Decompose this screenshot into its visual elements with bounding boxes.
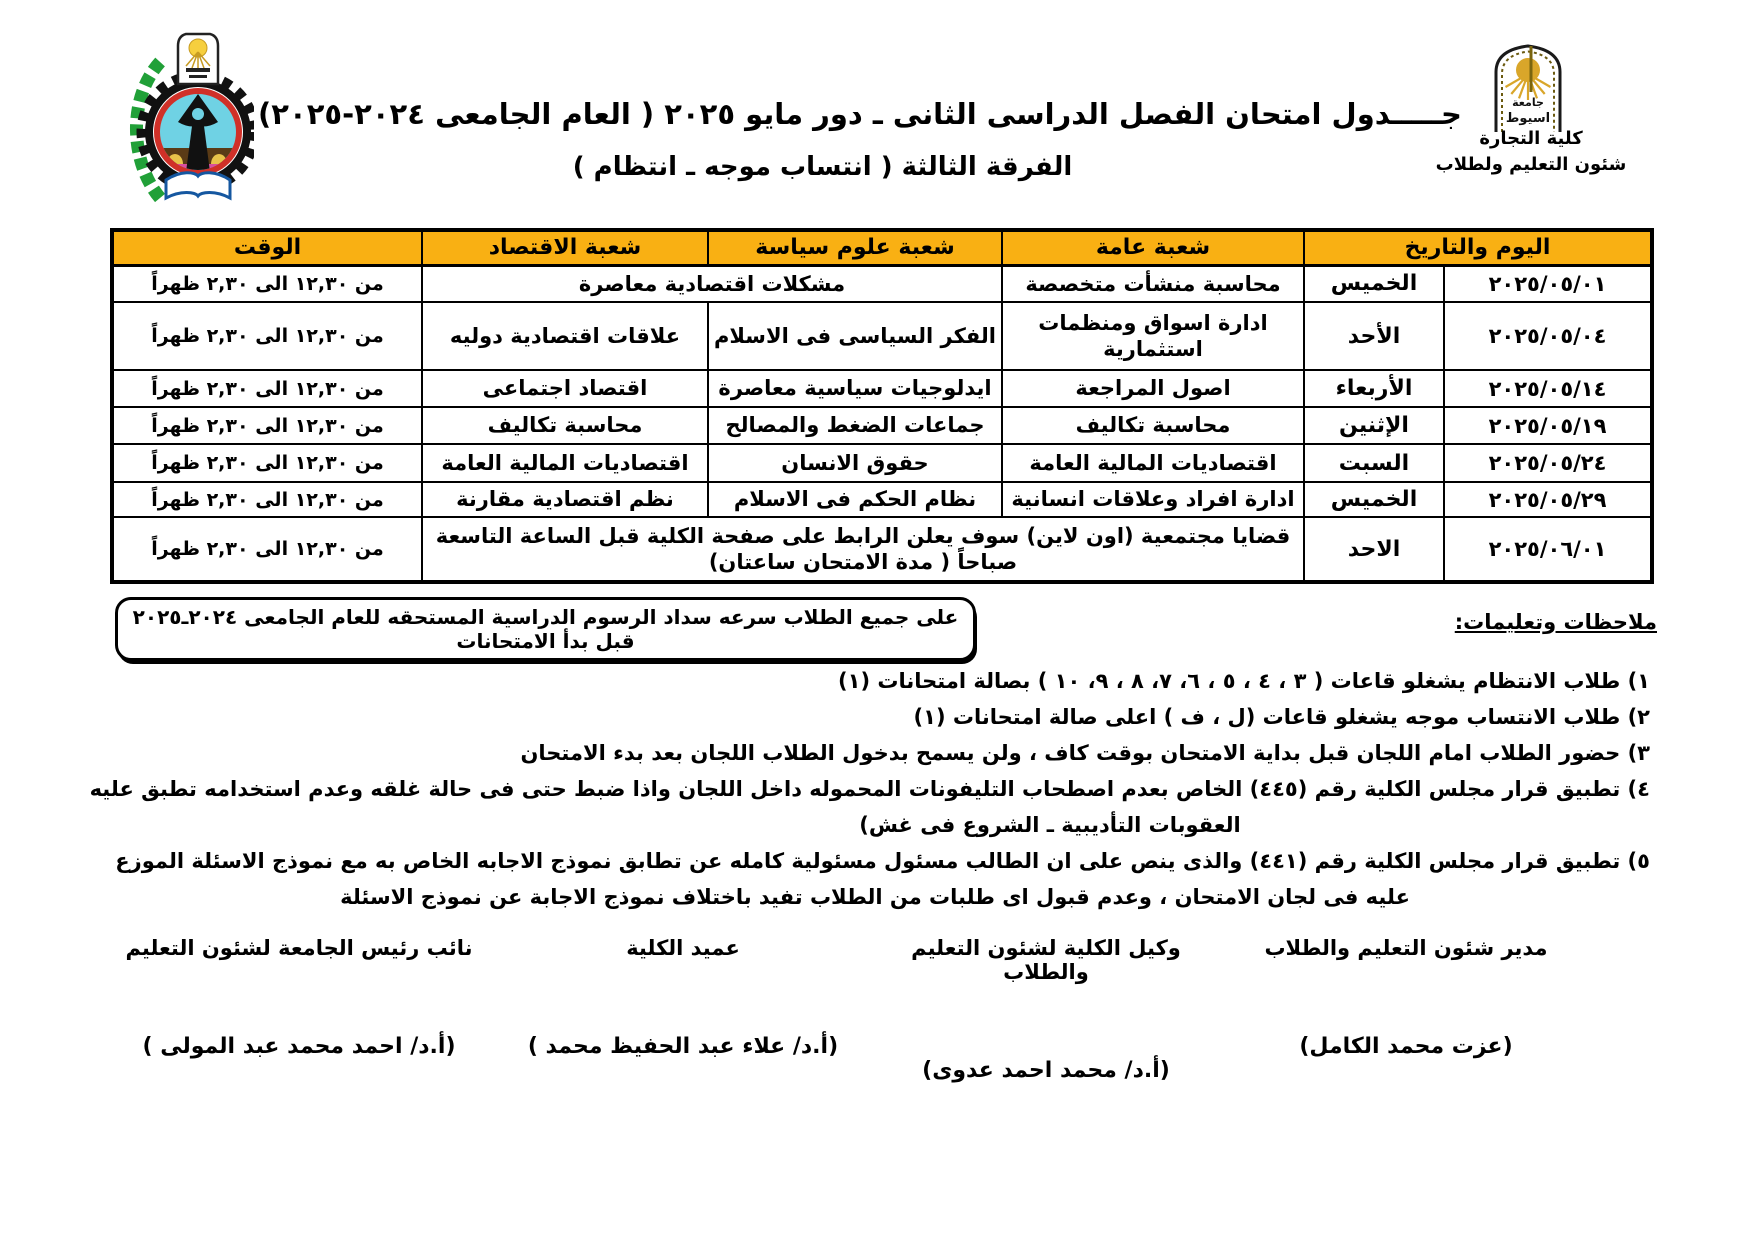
subject-economics: اقتصاد اجتماعى — [422, 370, 708, 407]
signature-title: وكيل الكلية لشئون التعليم والطلاب — [911, 936, 1181, 984]
col-header-economics: شعبة الاقتصاد — [422, 230, 708, 265]
time-cell: من ١٢,٣٠ الى ٢,٣٠ ظهراً — [112, 407, 422, 444]
time-cell: من ١٢,٣٠ الى ٢,٣٠ ظهراً — [112, 370, 422, 407]
day-cell: الأحد — [1304, 302, 1444, 370]
signature-block — [503, 936, 863, 1059]
table-row — [112, 444, 1652, 482]
signature-block — [866, 936, 1226, 1083]
subject-political: الفكر السياسى فى الاسلام — [708, 302, 1002, 370]
subject-general: اقتصاديات المالية العامة — [1002, 444, 1304, 482]
date-cell: ٢٠٢٥/٠٦/٠١ — [1444, 517, 1652, 582]
subject-political: حقوق الانسان — [708, 444, 1002, 482]
signature-block — [119, 936, 479, 1059]
day-cell: الإثنين — [1304, 407, 1444, 444]
col-header-day-date: اليوم والتاريخ — [1304, 230, 1652, 265]
day-cell: السبت — [1304, 444, 1444, 482]
date-cell: ٢٠٢٥/٠٥/١٤ — [1444, 370, 1652, 407]
svg-text:جامعة: جامعة — [1512, 96, 1544, 109]
note-line: العقوبات التأديبية ـ الشروع فى غش) — [859, 813, 1241, 837]
time-cell: من ١٢,٣٠ الى ٢,٣٠ ظهراً — [112, 517, 422, 582]
note-line: ١) طلاب الانتظام يشغلو قاعات ( ٣ ، ٤ ، ٥ ، ٦، ٧، ٨ ، ٩، ١٠ ) بصالة امتحانات (١) — [838, 669, 1650, 693]
table-row — [112, 482, 1652, 517]
subject-economics: نظم اقتصادية مقارنة — [422, 482, 708, 517]
subject-political: نظام الحكم فى الاسلام — [708, 482, 1002, 517]
fees-notice-banner: على جميع الطلاب سرعه سداد الرسوم الدراسية المستحقه للعام الجامعى ٢٠٢٤ـ٢٠٢٥ قبل بدأ الامتحانات — [115, 597, 976, 661]
note-line: ٣) حضور الطلاب امام اللجان قبل بداية الامتحان بوقت كاف ، ولن يسمح بدخول الطلاب اللجان بعد بدء الامتحان — [520, 741, 1650, 765]
time-cell: من ١٢,٣٠ الى ٢,٣٠ ظهراً — [112, 302, 422, 370]
table-row — [112, 517, 1652, 582]
page-title: جـــــدول امتحان الفصل الدراسى الثانى ـ دور مايو ٢٠٢٥ ( العام الجامعى ٢٠٢٤-٢٠٢٥) — [258, 97, 1462, 131]
col-header-time: الوقت — [112, 230, 422, 265]
col-header-general: شعبة عامة — [1002, 230, 1304, 265]
exam-schedule-table — [110, 228, 1654, 584]
subject-general: ادارة اسواق ومنظمات استثمارية — [1002, 302, 1304, 370]
subject-economics: محاسبة تكاليف — [422, 407, 708, 444]
notes-list — [89, 663, 1650, 915]
col-header-political: شعبة علوم سياسة — [708, 230, 1002, 265]
signature-title: عميد الكلية — [626, 936, 740, 960]
subject-general: محاسبة تكاليف — [1002, 407, 1304, 444]
date-cell: ٢٠٢٥/٠٥/٠١ — [1444, 265, 1652, 302]
signature-name: (عزت محمد الكامل) — [1299, 1034, 1513, 1059]
signature-title: نائب رئيس الجامعة لشئون التعليم — [125, 936, 473, 960]
table-row — [112, 407, 1652, 444]
department-name: شئون التعليم ولطلاب — [1435, 154, 1627, 175]
faculty-name: كلية التجارة — [1479, 128, 1583, 149]
subject-economics: علاقات اقتصادية دوليه — [422, 302, 708, 370]
subject-political: جماعات الضغط والمصالح — [708, 407, 1002, 444]
subject-merged-all: قضايا مجتمعية (اون لاين) سوف يعلن الرابط على صفحة الكلية قبل الساعة التاسعة صباحاً ( مدة الامتحان ساعتان) — [422, 517, 1304, 582]
signature-block — [1226, 936, 1586, 1059]
day-cell: الأربعاء — [1304, 370, 1444, 407]
time-cell: من ١٢,٣٠ الى ٢,٣٠ ظهراً — [112, 265, 422, 302]
table-row — [112, 265, 1652, 302]
signature-name: (أ.د/ احمد محمد عبد المولى ) — [142, 1034, 456, 1059]
subject-general: محاسبة منشأت متخصصة — [1002, 265, 1304, 302]
subject-merged: مشكلات اقتصادية معاصرة — [422, 265, 1002, 302]
note-line: ٥) تطبيق قرار مجلس الكلية رقم (٤٤١) والذى ينص على ان الطالب مسئول مسئولية كامله عن تطابق نموذج الاجابه الخاص به مع نموذج الاسئلة الموزع — [115, 849, 1650, 873]
date-cell: ٢٠٢٥/٠٥/٢٤ — [1444, 444, 1652, 482]
page-subtitle: الفرقة الثالثة ( انتساب موجه ـ انتظام ) — [572, 152, 1073, 182]
notes-heading: ملاحظات وتعليمات: — [1454, 610, 1657, 634]
day-cell: الخميس — [1304, 265, 1444, 302]
subject-political: ايدلوجيات سياسية معاصرة — [708, 370, 1002, 407]
table-header-row — [112, 230, 1652, 265]
day-cell: الاحد — [1304, 517, 1444, 582]
note-line: ٢) طلاب الانتساب موجه يشغلو قاعات (ل ، ف ) اعلى صالة امتحانات (١) — [913, 705, 1650, 729]
date-cell: ٢٠٢٥/٠٥/٢٩ — [1444, 482, 1652, 517]
signature-title: مدير شئون التعليم والطلاب — [1264, 936, 1548, 960]
subject-general: ادارة افراد وعلاقات انسانية — [1002, 482, 1304, 517]
subject-economics: اقتصاديات المالية العامة — [422, 444, 708, 482]
time-cell: من ١٢,٣٠ الى ٢,٣٠ ظهراً — [112, 482, 422, 517]
table-row — [112, 370, 1652, 407]
note-line: عليه فى لجان الامتحان ، وعدم قبول اى طلبات من الطلاب تفيد باختلاف نموذج الاجابة عن نموذج الاسئلة — [340, 885, 1410, 909]
svg-text:اسيوط: اسيوط — [1505, 111, 1551, 126]
note-line: ٤) تطبيق قرار مجلس الكلية رقم (٤٤٥) الخاص بعدم اصطحاب التليفونات المحموله داخل اللجان واذا ضبط حتى فى حالة غلقه وعدم استخدامه تطبق عليه — [89, 777, 1650, 801]
day-cell: الخميس — [1304, 482, 1444, 517]
date-cell: ٢٠٢٥/٠٥/١٩ — [1444, 407, 1652, 444]
signature-name: (أ.د/ علاء عبد الحفيظ محمد ) — [527, 1034, 839, 1059]
date-cell: ٢٠٢٥/٠٥/٠٤ — [1444, 302, 1652, 370]
signature-name: (أ.د/ محمد احمد عدوى) — [922, 1058, 1170, 1083]
time-cell: من ١٢,٣٠ الى ٢,٣٠ ظهراً — [112, 444, 422, 482]
subject-general: اصول المراجعة — [1002, 370, 1304, 407]
table-row — [112, 302, 1652, 370]
